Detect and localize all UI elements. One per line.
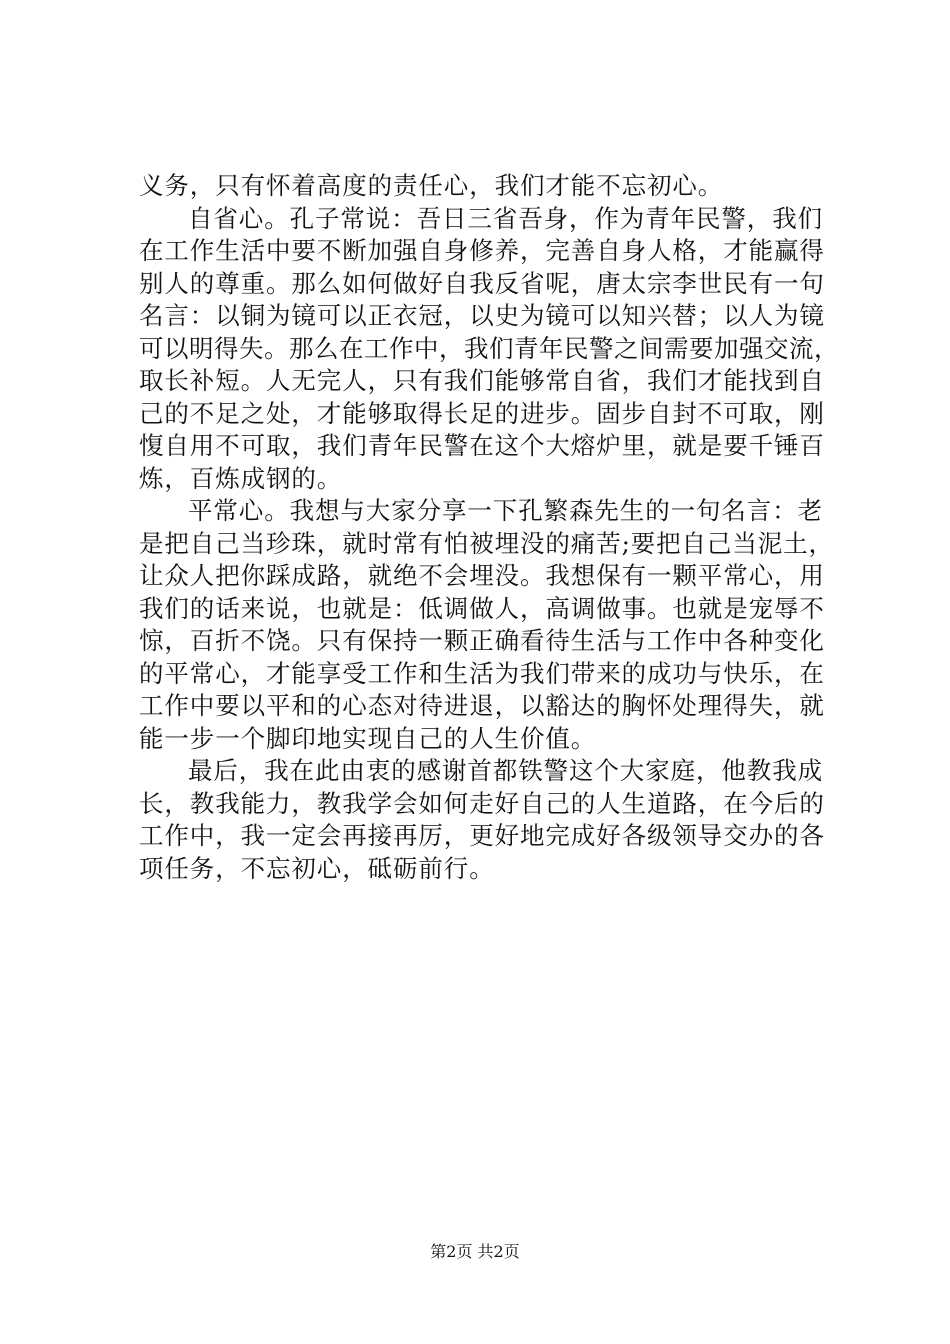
text-line: 工作中要以平和的心态对待进退，以豁达的胸怀处理得失，就 bbox=[139, 691, 825, 720]
text-line: 让众人把你踩成路，就绝不会埋没。我想保有一颗平常心，用 bbox=[139, 561, 825, 590]
text-line: 的平常心，才能享受工作和生活为我们带来的成功与快乐，在 bbox=[139, 658, 825, 688]
text-line: 项任务，不忘初心，砥砺前行。 bbox=[139, 853, 495, 883]
text-line: 可以明得失。那么在工作中，我们青年民警之间需要加强交流， bbox=[139, 333, 839, 363]
text-line: 己的不足之处，才能够取得长足的进步。固步自封不可取，刚 bbox=[139, 398, 825, 428]
text-line: 长，教我能力，教我学会如何走好自己的人生道路，在今后的 bbox=[139, 788, 825, 818]
text-line: 最后，我在此由衷的感谢首都铁警这个大家庭，他教我成 bbox=[188, 756, 823, 785]
text-line: 平常心。我想与大家分享一下孔繁森先生的一句名言：老 bbox=[188, 496, 823, 525]
text-line: 自省心。孔子常说：吾日三省吾身，作为青年民警，我们 bbox=[188, 203, 823, 233]
text-line: 别人的尊重。那么如何做好自我反省呢，唐太宗李世民有一句 bbox=[139, 268, 825, 298]
text-line: 是把自己当珍珠，就时常有怕被埋没的痛苦;要把自己当泥土， bbox=[139, 528, 834, 558]
text-line: 能一步一个脚印地实现自己的人生价值。 bbox=[139, 723, 597, 753]
text-line: 我们的话来说，也就是：低调做人，高调做事。也就是宠辱不 bbox=[139, 593, 825, 623]
document-body bbox=[139, 170, 839, 885]
text-line: 取长补短。人无完人，只有我们能够常自省，我们才能找到自 bbox=[139, 366, 825, 395]
text-line: 义务，只有怀着高度的责任心，我们才能不忘初心。 bbox=[139, 171, 724, 200]
text-line: 名言：以铜为镜可以正衣冠，以史为镜可以知兴替；以人为镜 bbox=[139, 301, 825, 330]
text-line: 在工作生活中要不断加强自身修养，完善自身人格，才能赢得 bbox=[139, 236, 825, 265]
text-line: 愎自用不可取，我们青年民警在这个大熔炉里，就是要千锤百 bbox=[139, 431, 825, 460]
page-footer: 第2页 共2页 bbox=[430, 1242, 520, 1261]
text-line: 炼，百炼成钢的。 bbox=[139, 463, 343, 493]
text-line: 工作中，我一定会再接再厉，更好地完成好各级领导交办的各 bbox=[139, 821, 825, 850]
text-line: 惊，百折不饶。只有保持一颗正确看待生活与工作中各种变化 bbox=[139, 626, 825, 655]
